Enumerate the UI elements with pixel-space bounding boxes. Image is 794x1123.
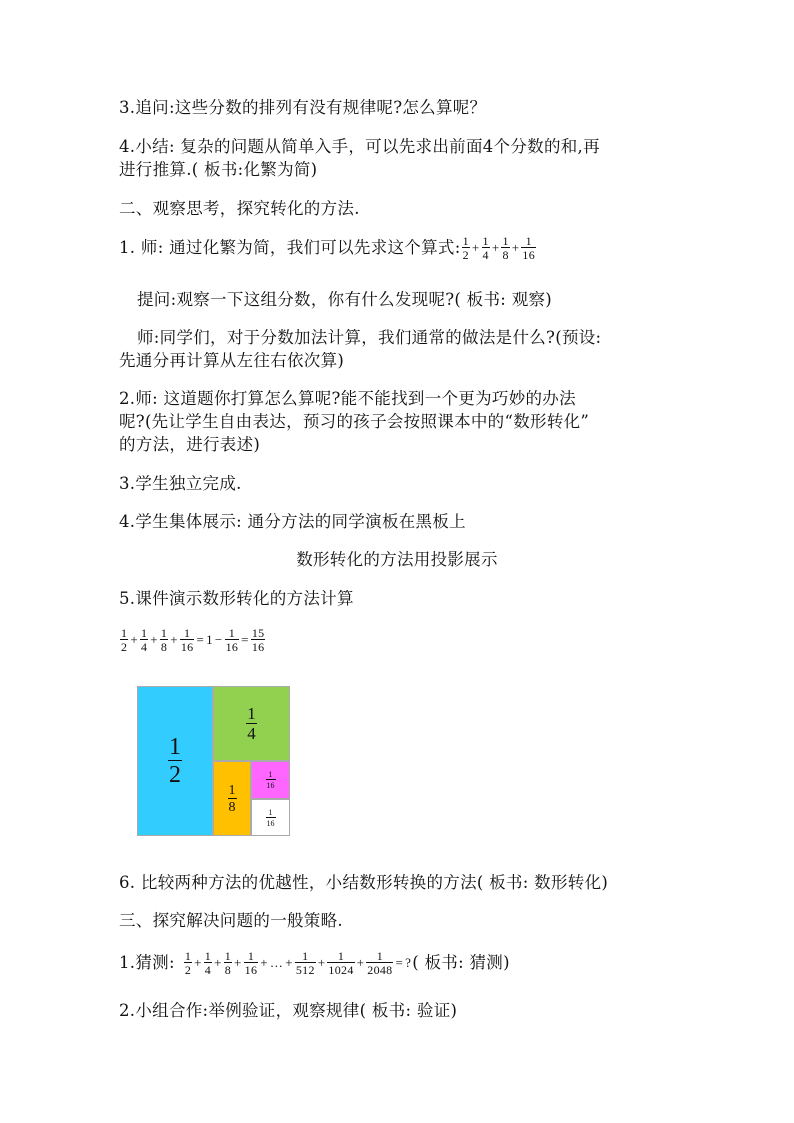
formula-line-3 <box>119 950 510 976</box>
text-line: 进行推算.( 板书:化繁为简) <box>119 160 318 179</box>
equals-sign: = <box>395 955 404 970</box>
text-line: 提问:观察一下这组分数，你有什么发现呢?( 板书: 观察) <box>137 290 553 309</box>
plus-sign: + <box>130 632 138 647</box>
fraction-quarter: $\frac{1}{4}$ <box>204 949 212 977</box>
equals-sign: = <box>196 632 205 647</box>
text-line: 先通分再计算从左往右依次算) <box>119 351 345 370</box>
fraction-half: $\frac{1}{2}$ <box>462 234 469 262</box>
equals-sign: = <box>241 632 249 647</box>
section-heading: 三、探究解决问题的一般策略. <box>119 911 343 930</box>
fraction-eighth: $\frac{1}{8}$ <box>502 234 509 262</box>
plus-sign: + <box>285 955 293 970</box>
text-line: 4.学生集体展示: 通分方法的同学演板在黑板上 <box>119 512 466 531</box>
plus-sign: + <box>214 955 222 970</box>
fraction-quarter: $\frac{1}{4}$ <box>140 626 148 654</box>
text-line: 4.小结: 复杂的问题从简单入手，可以先求出前面4个分数的和,再 <box>119 137 600 156</box>
remaining-sixteenth-region: $\frac{1}{16}$ <box>251 799 290 836</box>
plus-sign: + <box>170 632 178 647</box>
plus-sign: + <box>511 240 520 255</box>
ellipsis: … <box>269 955 284 970</box>
text-line: 3.学生独立完成. <box>119 474 242 493</box>
minus-sign: − <box>214 632 223 647</box>
plus-sign: + <box>317 955 326 970</box>
text-line: 6. 比较两种方法的优越性，小结数形转换的方法( 板书: 数形转化) <box>119 873 609 892</box>
text: 1.猜测: <box>119 953 175 972</box>
question-mark: ? <box>405 955 412 970</box>
fraction-fifteen-sixteenths: $\frac{15}{16}$ <box>251 626 265 654</box>
eighth-region: $\frac{1}{8}$ <box>213 761 251 836</box>
quarter-region: $\frac{1}{4}$ <box>213 686 290 761</box>
fraction-eighth: $\frac{1}{8}$ <box>160 626 168 654</box>
fraction-1-2048: $\frac{1}{2048}$ <box>367 949 393 977</box>
plus-sign: + <box>194 955 202 970</box>
plus-sign: + <box>356 955 365 970</box>
text-line: 的方法，进行表述) <box>119 435 261 454</box>
text-line: 5.课件演示数形转化的方法计算 <box>119 589 354 608</box>
fraction-1-512: $\frac{1}{512}$ <box>295 949 315 977</box>
plus-sign: + <box>471 240 480 255</box>
text-line: 2.小组合作:举例验证，观察规律( 板书: 验证) <box>119 1001 458 1020</box>
fraction-area-diagram <box>137 686 290 836</box>
text-line-centered: 数形转化的方法用投影展示 <box>296 550 498 569</box>
sixteenth-region: $\frac{1}{16}$ <box>251 761 290 799</box>
fraction-quarter: $\frac{1}{4}$ <box>482 234 489 262</box>
plus-sign: + <box>260 955 268 970</box>
text: ( 板书: 猜测) <box>412 953 510 972</box>
plus-sign: + <box>491 240 500 255</box>
text-line: 呢?(先让学生自由表达，预习的孩子会按照课本中的“数形转化” <box>119 412 590 431</box>
fraction-sixteenth: $\frac{1}{16}$ <box>225 626 239 654</box>
fraction-eighth: $\frac{1}{8}$ <box>224 949 232 977</box>
half-region: $\frac{1}{2}$ <box>137 686 213 836</box>
number-one: 1 <box>206 632 213 647</box>
formula-line-1 <box>119 235 537 261</box>
fraction-half: $\frac{1}{2}$ <box>121 626 128 654</box>
fraction-half: $\frac{1}{2}$ <box>184 949 192 977</box>
fraction-sixteenth: $\frac{1}{16}$ <box>522 234 536 262</box>
fraction-sixteenth: $\frac{1}{16}$ <box>180 626 194 654</box>
text-line: 2.师: 这道题你打算怎么算呢?能不能找到一个更为巧妙的办法 <box>119 389 576 408</box>
section-heading: 二、观察思考，探究转化的方法. <box>119 199 360 218</box>
fraction-1-1024: $\frac{1}{1024}$ <box>328 949 354 977</box>
text-line: 3.追问:这些分数的排列有没有规律呢?怎么算呢？ <box>119 98 487 117</box>
formula-line-2 <box>119 627 266 653</box>
plus-sign: + <box>150 632 158 647</box>
fraction-sixteenth: $\frac{1}{16}$ <box>244 949 258 977</box>
plus-sign: + <box>234 955 242 970</box>
text: 1. 师: 通过化繁为简，我们可以先求这个算式: <box>119 238 461 257</box>
text-line: 师:同学们，对于分数加法计算，我们通常的做法是什么?(预设: <box>137 328 602 347</box>
